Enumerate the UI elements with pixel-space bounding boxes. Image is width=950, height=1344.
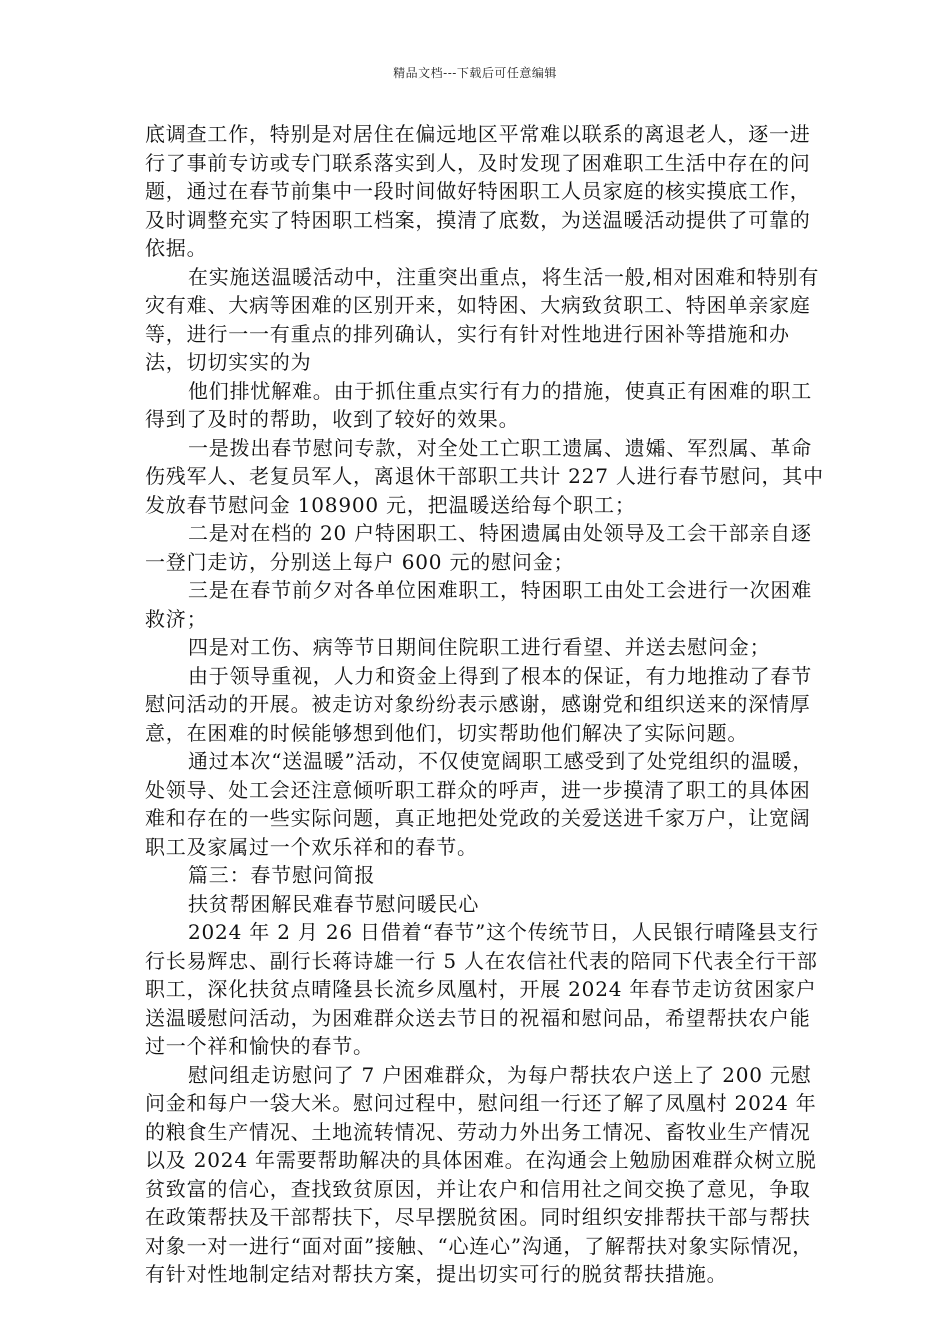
paragraph: 通过本次“送温暖”活动，不仅使宽阔职工感受到了处党组织的温暖，处领导、处工会还注意倾听职工群众的呼声，进一步摸清了职工的具体困难和存在的一些实际问题，真正地把处党政的关爱送进千家万户，让宽阔职工及家属过一个欢乐祥和的春节。 [145,749,814,859]
paragraph: 一是拨出春节慰问专款，对全处工亡职工遗属、遗孀、军烈属、革命伤残军人、老复员军人，离退休干部职工共计 227 人进行春节慰问，其中发放春节慰问金 108900 元，把温暖送给每个职工； [145,435,824,517]
paragraph: 二是对在档的 20 户特困职工、特困遗属由处领导及工会干部亲自逐一登门走访，分别送上每户 600 元的慰问金； [145,521,812,574]
paragraph: 在实施送温暖活动中，注重突出重点，将生活一般,相对困难和特别有灾有难、大病等困难的区别开来，如特困、大病致贫职工、特困单亲家庭等，进行一一有重点的排列确认，实行有针对性地进行困补等措施和办法，切切实实的为 [145,264,820,374]
paragraph: 慰问组走访慰问了 7 户困难群众，为每户帮扶农户送上了 200 元慰问金和每户一袋大米。慰问过程中，慰问组一行还了解了凤凰村 2024 年的粮食生产情况、土地流转情况、劳动力外出务工情况、畜牧业生产情况以及 2024 年需要帮助解决的具体困难。在沟通会上勉励困难群众树立脱贫致富的信心，查找致贫原因，并让农户和信用社之间交换了意见，争取在政策帮扶及干部帮扶下，尽早摆脱贫困。同时组织安排帮扶干部与帮扶对象一对一进行“面对面”接触、“心连心”沟通，了解帮扶对象实际情况，有针对性地制定结对帮扶方案，提出切实可行的脱贫帮扶措施。 [145,1062,817,1286]
section-title: 篇三：春节慰问简报 [188,863,376,887]
page-header: 精品文档---下载后可任意编辑 [393,66,557,80]
article-title: 扶贫帮困解民难春节慰问暖民心 [188,891,480,916]
paragraph: 他们排忧解难。由于抓住重点实行有力的措施，使真正有困难的职工得到了及时的帮助，收到了较好的效果。 [145,378,812,431]
paragraph: 三是在春节前夕对各单位困难职工，特困职工由处工会进行一次困难救济； [145,578,812,631]
paragraph: 四是对工伤、病等节日期间住院职工进行看望、并送去慰问金； [188,635,771,659]
document-body [145,120,825,1289]
paragraph: 由于领导重视，人力和资金上得到了根本的保证，有力地推动了春节慰问活动的开展。被走访对象纷纷表示感谢，感谢党和组织送来的深情厚意，在困难的时候能够想到他们，切实帮助他们解决了实际问题。 [145,663,812,745]
paragraph: 底调查工作，特别是对居住在偏远地区平常难以联系的离退老人，逐一进行了事前专访或专门联系落实到人，及时发现了困难职工生活中存在的问题，通过在春节前集中一段时间做好特困职工人员家庭的核实摸底工作，及时调整充实了特困职工档案，摸清了底数，为送温暖活动提供了可靠的依据。 [145,122,811,260]
paragraph: 2024 年 2 月 26 日借着“春节”这个传统节日，人民银行晴隆县支行行长易辉忠、副行长蒋诗雄一行 5 人在农信社代表的陪同下代表全行干部职工，深化扶贫点晴隆县长流乡凤凰村，开展 2024 年春节走访贫困家户送温暖慰问活动，为困难群众送去节日的祝福和慰问品，希望帮扶农户能过一个祥和愉快的春节。 [145,920,819,1058]
